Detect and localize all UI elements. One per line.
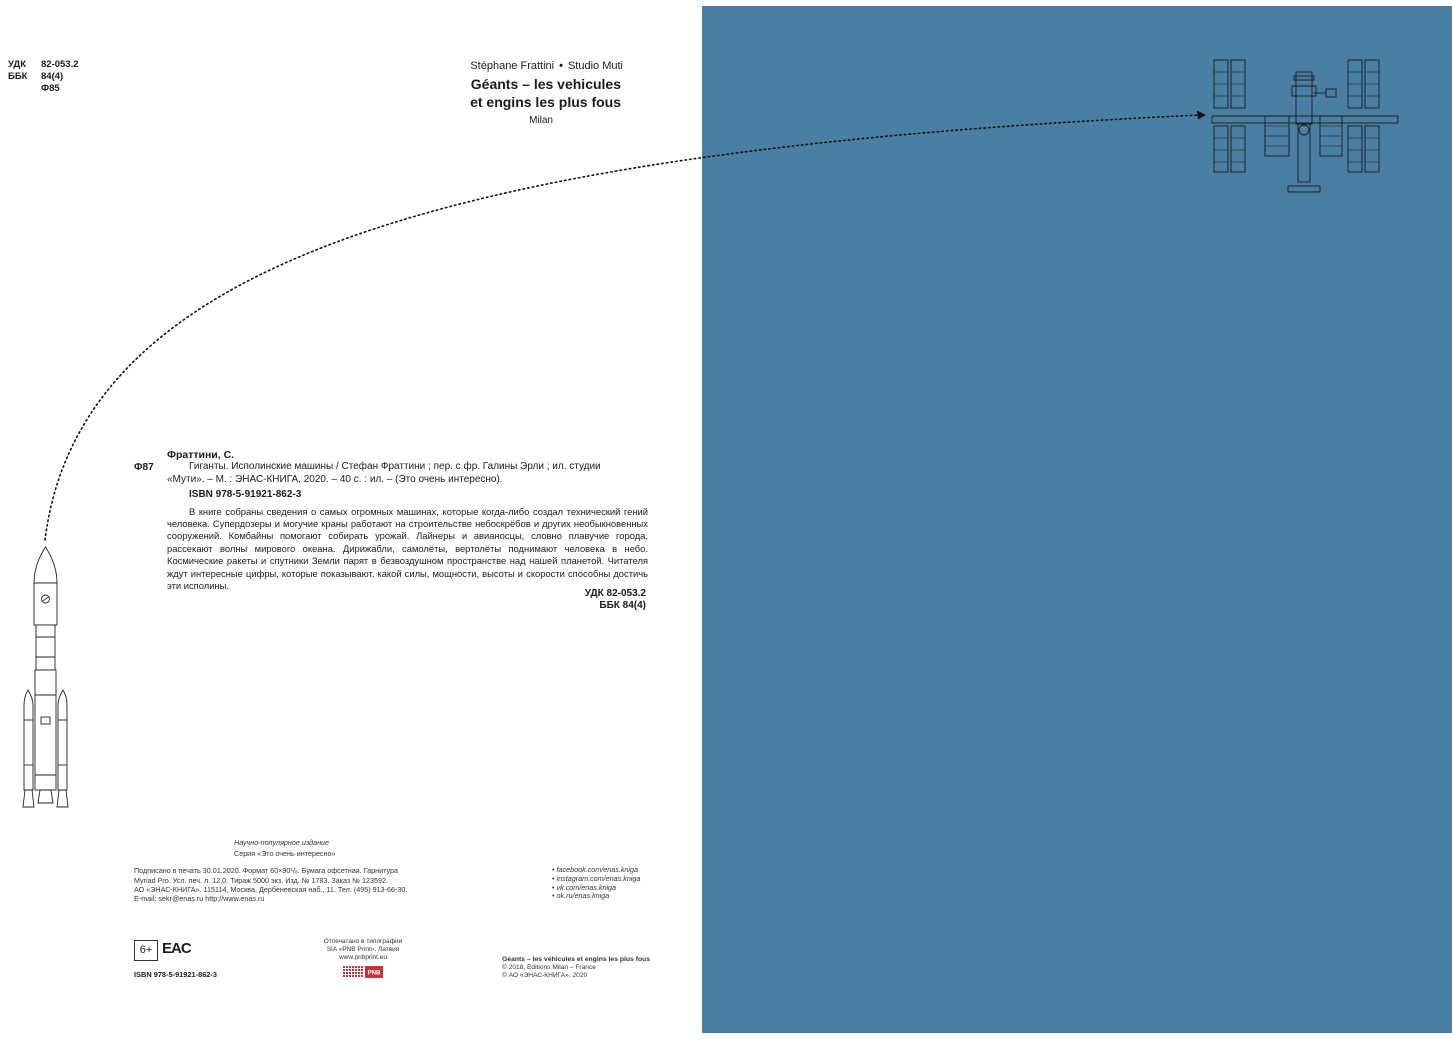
bib-code: Ф87 — [134, 462, 154, 473]
bib-author: Фраттини, С. — [167, 449, 235, 461]
rocket-illustration-icon — [18, 545, 73, 815]
pnb-logo-icon — [343, 966, 383, 978]
isbn-bottom: ISBN 978-5-91921-862-3 — [134, 970, 217, 979]
social-link[interactable]: • vk.com/enas.kniga — [552, 884, 640, 893]
bibliographic-record — [134, 449, 648, 592]
pnb-logo-text: PNB — [367, 970, 381, 977]
original-title: Géants – les vehicules et engins les plus fous — [470, 76, 621, 110]
printer-info: Отпечатано в типографии SIA «PNB Print», Латвия www.pnbprint.eu — [323, 938, 403, 961]
social-link[interactable]: • instagram.com/enas.kniga — [552, 875, 640, 884]
bib-annotation: В книге собраны сведения о самых огромных машинах, которые когда-либо создал технический гений человека. Супердозеры и могучие краны работают на строительстве небоскрёбов и других необыкновенных сооружений. Комбайны помогают собирать урожай. Лайнеры и авианосцы, словно плавучие города, рассекают волны мирового океана. Дирижабли, самолёты, вертолёты поднимают человека в небо. Космические ракеты и спутники Земли парят в безвоздушном пространстве над нашей планетой. Читателя ждут интересные цифры, которые показывают, какой силы, мощности, высоты и скорости способны достичь эти исполины. — [167, 505, 648, 592]
imprint: Научно-популярное издание Серия «Это очень интересно» Подписано в печать 30.01.2020. Формат 60×90¹/₈. Бумага офсетная. Гарнитура Myriad Pro. Усл. печ. л. 12,0. Тираж 5000 экз. Изд. № 1783. Заказ № 123592. АО «ЭНАС-КНИГА». 115114, Москва, Дербеневская наб., 11. Тел. (495) 913-66-30. E-mail: sekr@enas.ru http://www.enas.ru — [134, 838, 408, 904]
space-station-illustration-icon — [1210, 58, 1400, 200]
original-authors: Stéphane Frattini • Studio Muti — [470, 60, 623, 72]
top-left-codes: УДК 82-053.2 ББК 84(4) Ф85 — [8, 59, 79, 94]
social-link[interactable]: • facebook.com/enas.kniga — [552, 866, 640, 875]
original-publisher: Milan — [529, 115, 553, 126]
bib-classification: УДК 82-053.2 ББК 84(4) — [584, 588, 646, 612]
age-rating-badge: 6+ — [134, 940, 158, 961]
social-link[interactable]: • ok.ru/enas.kniga — [552, 892, 640, 901]
copyright: Géants – les véhicules et engins les plus fous © 2018, Editions Milan – France © АО «ЭНАС-КНИГА», 2020 — [502, 956, 651, 979]
bib-line2: «Мути». – М. : ЭНАС-КНИГА, 2020. – 40 с. : ил. – (Это очень интересно). — [167, 473, 503, 485]
social-links — [552, 866, 640, 901]
bib-line1: Гиганты. Исполинские машины / Стефан Фраттини ; пер. с фр. Галины Эрли ; ил. студии — [189, 461, 601, 473]
eac-mark-icon: EAC — [162, 940, 191, 957]
bib-isbn: ISBN 978-5-91921-862-3 — [189, 489, 302, 501]
